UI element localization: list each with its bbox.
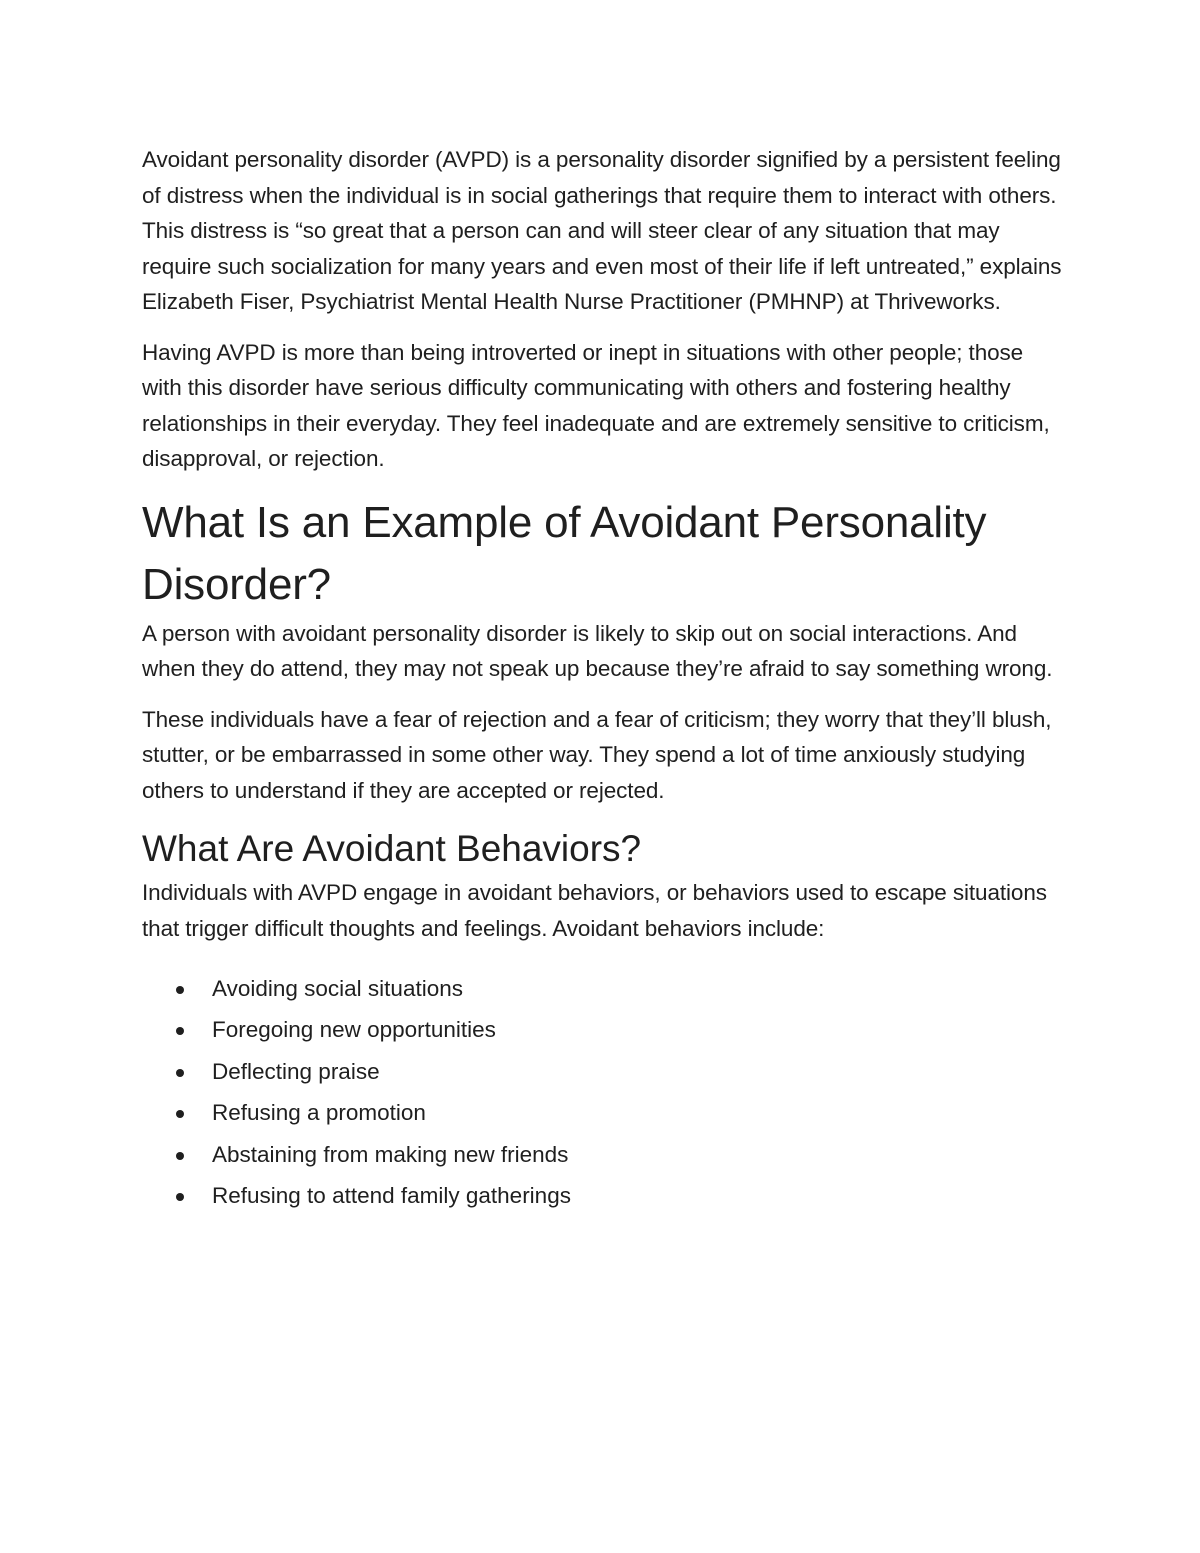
list-item-text: Deflecting praise xyxy=(212,1058,380,1084)
example-paragraph-1: A person with avoidant personality disorder is likely to skip out on social interactions. And when they do attend, they may not speak up because they’re afraid to say something wrong. xyxy=(142,620,1053,681)
list-item xyxy=(142,1175,1062,1216)
list-item xyxy=(142,1051,1062,1092)
list-item xyxy=(142,968,1062,1009)
example-section-heading: What Is an Example of Avoidant Personality Disorder? xyxy=(142,497,987,609)
bullet-icon xyxy=(176,1152,184,1160)
behaviors-section-heading: What Are Avoidant Behaviors? xyxy=(142,828,642,869)
intro-paragraph-1: Avoidant personality disorder (AVPD) is a personality disorder signified by a persistent feeling of distress when the individual is in social gatherings that require them to interact with others. This distress is “so great that a person can and will steer clear of any situation that may require such socialization for many years and even most of their life if left untreated,” explains Elizabeth Fiser, Psychiatrist Mental Health Nurse Practitioner (PMHNP) at Thriveworks. xyxy=(142,147,1062,314)
list-item-text: Abstaining from making new friends xyxy=(212,1141,569,1167)
list-item-text: Foregoing new opportunities xyxy=(212,1017,496,1043)
avoidant-behaviors-list xyxy=(142,968,1062,1216)
list-item-text: Refusing to attend family gatherings xyxy=(212,1183,571,1209)
intro-paragraph-2: Having AVPD is more than being introverted or inept in situations with other people; those with this disorder have serious difficulty communicating with others and fostering healthy relationships in their everyday. They feel inadequate and are extremely sensitive to criticism, disapproval, or rejection. xyxy=(142,339,1050,471)
bullet-icon xyxy=(176,1193,184,1201)
bullet-icon xyxy=(176,1110,184,1118)
list-item-text: Refusing a promotion xyxy=(212,1100,426,1126)
example-paragraph-2: These individuals have a fear of rejection and a fear of criticism; they worry that they’ll blush, stutter, or be embarrassed in some other way. They spend a lot of time anxiously studying others to understand if they are accepted or rejected. xyxy=(142,706,1052,803)
list-item xyxy=(142,1134,1062,1175)
bullet-icon xyxy=(176,1069,184,1077)
behaviors-paragraph-1: Individuals with AVPD engage in avoidant behaviors, or behaviors used to escape situations that trigger difficult thoughts and feelings. Avoidant behaviors include: xyxy=(142,880,1047,941)
list-item xyxy=(142,1092,1062,1133)
list-item-text: Avoiding social situations xyxy=(212,976,463,1001)
document-page xyxy=(142,142,1062,1216)
bullet-icon xyxy=(176,986,184,994)
bullet-icon xyxy=(176,1027,184,1035)
list-item xyxy=(142,1009,1062,1050)
